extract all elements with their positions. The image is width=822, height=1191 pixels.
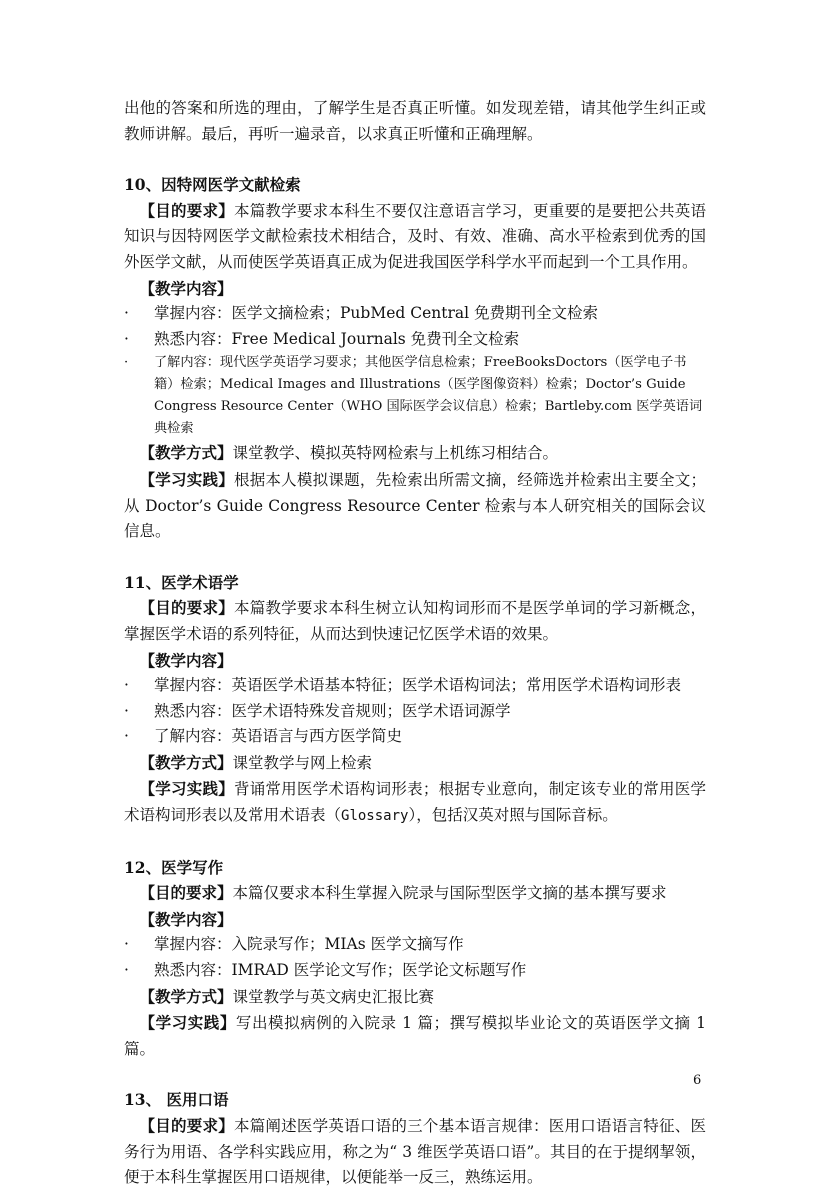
- page-content: [124, 96, 706, 1191]
- bullet-dot: ·: [124, 701, 129, 720]
- section-13-heading: 13、 医用口语: [124, 1090, 229, 1110]
- goal-text: 本篇教学要求本科生不要仅注意语言学习，更重要的是要把公共英语知识与因特网医学文献检索技术相结合，及时、有效、准确、高水平检索到优秀的国外医学文献，从而使医学英语真正成为促进我国医学科学水平而起到一个工具作用。: [124, 201, 706, 271]
- section-12-heading: 12、医学写作: [124, 857, 224, 877]
- section-11-content-label: 【教学内容】: [139, 650, 233, 670]
- goal-label: 【目的要求】: [139, 1116, 234, 1135]
- section-12-method: 【教学方式】课堂教学与英文病史汇报比赛: [139, 986, 435, 1006]
- bullet-dot: ·: [124, 961, 129, 980]
- section-12-bullet-1: · 掌握内容：入院录写作；MIAs 医学文摘写作: [124, 932, 706, 958]
- section-11-heading: 11、医学术语学: [124, 572, 239, 592]
- goal-label: 【目的要求】: [139, 598, 234, 618]
- goal-label: 【目的要求】: [139, 883, 233, 903]
- section-10-method: 【教学方式】课堂教学、模拟英特网检索与上机练习相结合。: [139, 443, 559, 463]
- bullet-dot: ·: [124, 304, 129, 323]
- method-label: 【教学方式】: [139, 986, 233, 1006]
- goal-label: 【目的要求】: [139, 200, 234, 220]
- method-label: 【教学方式】: [139, 752, 233, 772]
- glossary-term: Glossary: [341, 808, 409, 825]
- section-10-goal: [124, 198, 706, 276]
- section-12-bullet-2: · 熟悉内容：IMRAD 医学论文写作；医学论文标题写作: [124, 958, 706, 984]
- practice-label: 【学习实践】: [139, 1013, 236, 1033]
- bullet-dot: ·: [124, 676, 129, 695]
- section-12-goal: 【目的要求】本篇仅要求本科生掌握入院录与国际型医学文摘的基本撰写要求: [139, 883, 667, 903]
- section-13-goal: 【目的要求】本篇阐述医学英语口语的三个基本语言规律：医用口语语言特征、医务行为用语、各学科实践应用，称之为“ 3 维医学英语口语”。其目的在于提纲挈领，便于本科生掌握医用口语规律，以便能举一反三，熟练运用。: [124, 1116, 706, 1187]
- section-11-bullet-2: · 熟悉内容：医学术语特殊发音规则；医学术语词源学: [124, 699, 706, 725]
- section-11-bullet-3: · 了解内容：英语语言与西方医学简史: [124, 724, 706, 750]
- section-10-bullet-2: · 熟悉内容：Free Medical Journals 免费刊全文检索: [124, 327, 706, 353]
- section-10-content-label: 【教学内容】: [139, 278, 233, 298]
- practice-label: 【学习实践】: [139, 469, 234, 489]
- bullet-dot: ·: [124, 727, 129, 746]
- section-10-bullet-1: · 掌握内容：医学文摘检索；PubMed Central 免费期刊全文检索: [124, 301, 706, 327]
- section-10-practice: 【学习实践】根据本人模拟课题，先检索出所需文摘，经筛选并检索出主要全文；从 Doctor’s Guide Congress Resource Center 检索与本人研究相关的国际会议信息。: [124, 469, 706, 541]
- method-label: 【教学方式】: [139, 443, 233, 463]
- intro-paragraph: 出他的答案和所选的理由，了解学生是否真正听懂。如发现差错，请其他学生纠正或教师讲解。最后，再听一遍录音，以求真正听懂和正确理解。: [124, 99, 706, 143]
- section-10-bullet-3: · 了解内容：现代医学英语学习要求；其他医学信息检索；FreeBooksDoctors（医学电子书籍）检索；Medical Images and Illustrations（医学图像资料）检索；Doctor’s Guide Congress Resource Center（WHO 国际医学会议信息）检索；Bartleby.com 医学英语词典检索: [124, 352, 706, 440]
- section-12-practice: 【学习实践】写出模拟病例的入院录 1 篇；撰写模拟毕业论文的英语医学文摘 1 篇。: [124, 1013, 706, 1058]
- page-number: 6: [693, 1073, 702, 1088]
- bullet-dot: ·: [124, 329, 129, 348]
- section-12-content-label: 【教学内容】: [139, 909, 233, 929]
- section-11-method: 【教学方式】课堂教学与网上检索: [139, 752, 373, 772]
- section-11-practice: 【学习实践】背诵常用医学术语构词形表；根据专业意向，制定该专业的常用医学术语构词形表以及常用术语表（Glossary），包括汉英对照与国际音标。: [124, 779, 706, 825]
- bullet-dot: ·: [124, 935, 129, 954]
- section-11-bullet-1: · 掌握内容：英语医学术语基本特征；医学术语构词法；常用医学术语构词形表: [124, 673, 706, 699]
- section-11-goal: 【目的要求】本篇教学要求本科生树立认知构词形而不是医学单词的学习新概念，掌握医学术语的系列特征，从而达到快速记忆医学术语的效果。: [124, 598, 706, 643]
- bullet-dot: ·: [124, 355, 129, 371]
- section-10-heading: 10、因特网医学文献检索: [124, 175, 301, 195]
- practice-label: 【学习实践】: [139, 779, 234, 799]
